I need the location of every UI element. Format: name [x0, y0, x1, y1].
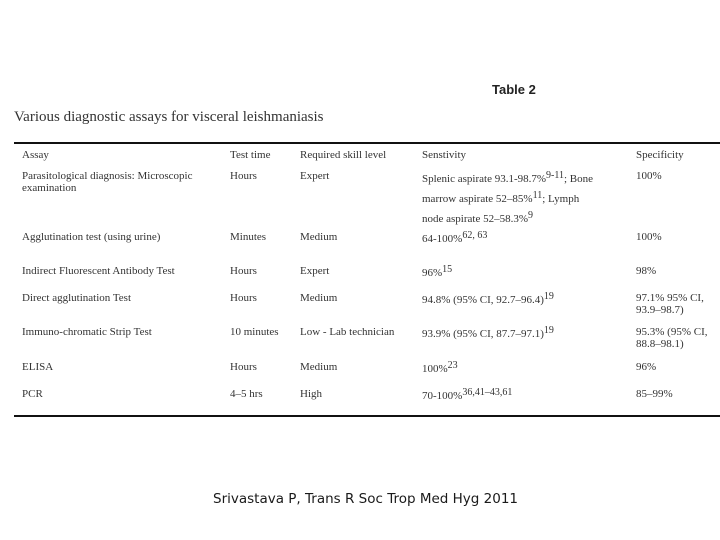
assay-cell: PCR	[22, 388, 43, 400]
sensitivity-text: 100%	[422, 363, 448, 375]
sensitivity-cell	[422, 230, 637, 245]
table-top-rule	[14, 142, 720, 144]
header-sensitivity: Senstivity	[422, 149, 467, 161]
sensitivity-line	[422, 212, 637, 226]
reference-superscript: 23	[447, 360, 458, 371]
sensitivity-cell	[422, 360, 637, 375]
sensitivity-cell	[422, 387, 637, 402]
skill-cell: Expert	[300, 265, 330, 277]
skill-cell: Medium	[300, 292, 338, 304]
sensitivity-text: 70-100%	[422, 390, 463, 402]
specificity-cell: 100%	[636, 170, 662, 182]
specificity-cell: 95.3% (95% CI, 88.8–98.1)	[636, 326, 708, 350]
sensitivity-text: marrow aspirate 52–85%	[422, 193, 533, 205]
reference-superscript: 15	[442, 264, 453, 275]
specificity-cell: 100%	[636, 231, 662, 243]
table-caption: Various diagnostic assays for visceral leishmaniasis	[14, 109, 324, 125]
test-time-cell: Hours	[230, 265, 257, 277]
reference-superscript: 11	[532, 190, 543, 201]
header-skill-level: Required skill level	[300, 149, 387, 161]
skill-cell: Medium	[300, 231, 338, 243]
citation-footer: Srivastava P, Trans R Soc Trop Med Hyg 2011	[213, 491, 518, 507]
sensitivity-text: ; Lymph	[542, 193, 580, 205]
table-number-label: Table 2	[492, 82, 536, 97]
sensitivity-cell	[422, 264, 637, 279]
test-time-cell: Minutes	[230, 231, 267, 243]
reference-superscript: 9-11	[546, 170, 564, 181]
sensitivity-line	[422, 172, 637, 186]
test-time-cell: Hours	[230, 361, 257, 373]
assay-cell: ELISA	[22, 361, 54, 373]
sensitivity-cell	[422, 291, 637, 306]
sensitivity-cell	[422, 172, 637, 226]
reference-superscript: 19	[543, 325, 554, 336]
table-bottom-rule	[14, 415, 720, 417]
assay-cell: Immuno-chromatic Strip Test	[22, 326, 152, 338]
sensitivity-text: 93.9% (95% CI, 87.7–97.1)	[422, 328, 544, 340]
specificity-cell: 98%	[636, 265, 657, 277]
reference-superscript: 62, 63	[462, 230, 488, 241]
skill-cell: Low - Lab technician	[300, 326, 395, 338]
reference-superscript: 9	[528, 210, 533, 221]
sensitivity-text: 64-100%	[422, 233, 463, 245]
specificity-cell: 85–99%	[636, 388, 673, 400]
sensitivity-text: 96%	[422, 267, 443, 279]
header-assay: Assay	[22, 149, 49, 161]
assay-cell: Agglutination test (using urine)	[22, 231, 161, 243]
assay-cell: Direct agglutination Test	[22, 292, 132, 304]
test-time-cell: 10 minutes	[230, 326, 279, 338]
specificity-cell: 96%	[636, 361, 657, 373]
sensitivity-line	[422, 192, 637, 206]
reference-superscript: 36,41–43,61	[462, 387, 513, 398]
header-test-time: Test time	[230, 149, 271, 161]
test-time-cell: Hours	[230, 170, 257, 182]
assay-cell: Indirect Fluorescent Antibody Test	[22, 265, 175, 277]
sensitivity-text: node aspirate 52–58.3%	[422, 213, 528, 225]
sensitivity-text: ; Bone	[564, 173, 594, 185]
skill-cell: High	[300, 388, 322, 400]
sensitivity-cell	[422, 325, 637, 340]
skill-cell: Medium	[300, 361, 338, 373]
test-time-cell: 4–5 hrs	[230, 388, 263, 400]
test-time-cell: Hours	[230, 292, 257, 304]
assay-cell: Parasitological diagnosis: Microscopic examination	[22, 170, 193, 194]
specificity-cell: 97.1% 95% CI, 93.9–98.7)	[636, 292, 704, 316]
skill-cell: Expert	[300, 170, 330, 182]
header-specificity: Specificity	[636, 149, 684, 161]
sensitivity-text: Splenic aspirate 93.1-98.7%	[422, 173, 547, 185]
reference-superscript: 19	[543, 291, 554, 302]
sensitivity-text: 94.8% (95% CI, 92.7–96.4)	[422, 294, 544, 306]
